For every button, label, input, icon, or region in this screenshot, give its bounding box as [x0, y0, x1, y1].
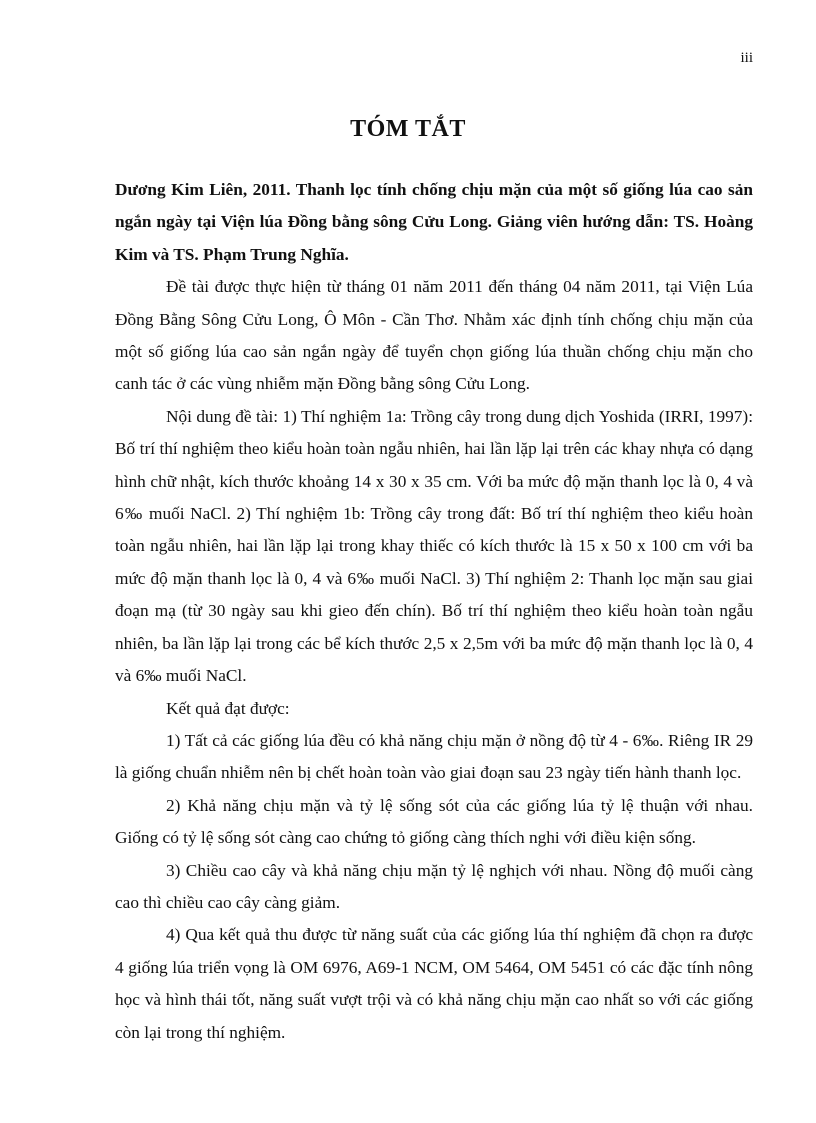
result-item-2: 2) Khả năng chịu mặn và tỷ lệ sống sót của các giống lúa tỷ lệ thuận với nhau. Giống có tỷ lệ sống sót càng cao chứng tỏ giống càng thích nghi với điều kiện sống.: [115, 795, 753, 848]
result-item-4: 4) Qua kết quả thu được từ năng suất của các giống lúa thí nghiệm đã chọn ra được 4 giống lúa triển vọng là OM 6976, A69-1 NCM, OM 5464, OM 5451 có các đặc tính nông học và hình thái tốt, năng suất vượt trội và có khả năng chịu mặn cao nhất so với các giống còn lại trong thí nghiệm.: [115, 925, 753, 1042]
abstract-body: [115, 174, 753, 1049]
result-item-3: 3) Chiều cao cây và khả năng chịu mặn tỷ lệ nghịch với nhau. Nồng độ muối càng cao thì chiều cao cây càng giảm.: [115, 860, 753, 912]
results-heading: Kết quả đạt được:: [166, 698, 290, 718]
citation-paragraph: Dương Kim Liên, 2011. Thanh lọc tính chống chịu mặn của một số giống lúa cao sản ngắn ngày tại Viện lúa Đồng bằng sông Cửu Long. Giảng viên hướng dẫn: TS. Hoàng Kim và TS. Phạm Trung Nghĩa.: [115, 180, 753, 264]
result-item-1: 1) Tất cả các giống lúa đều có khả năng chịu mặn ở nồng độ từ 4 - 6‰. Riêng IR 29 là giống chuẩn nhiễm nên bị chết hoàn toàn vào giai đoạn sau 23 ngày tiến hành thanh lọc.: [115, 730, 753, 783]
page-title: TÓM TẮT: [350, 116, 466, 142]
content-paragraph: Nội dung đề tài: 1) Thí nghiệm 1a: Trồng cây trong dung dịch Yoshida (IRRI, 1997): Bố trí thí nghiệm theo kiểu hoàn toàn ngẫu nhiên, hai lần lặp lại trên các khay nhựa có dạng hình chữ nhật, kích thước khoảng 14 x 30 x 35 cm. Với ba mức độ mặn thanh lọc là 0, 4 và 6‰ muối NaCl. 2) Thí nghiệm 1b: Trồng cây trong đất: Bố trí thí nghiệm theo kiểu hoàn toàn ngẫu nhiên, hai lần lặp lại trong khay thiếc có kích thước là 15 x 50 x 100 cm với ba mức độ mặn thanh lọc là 0, 4 và 6‰ muối NaCl. 3) Thí nghiệm 2: Thanh lọc mặn sau giai đoạn mạ (từ 30 ngày sau khi gieo đến chín). Bố trí thí nghiệm theo kiểu hoàn toàn ngẫu nhiên, ba lần lặp lại trong các bể kích thước 2,5 x 2,5m với ba mức độ mặn thanh lọc là 0, 4 và 6‰ muối NaCl.: [115, 406, 753, 686]
page-number: iii: [740, 50, 753, 66]
intro-paragraph: Đề tài được thực hiện từ tháng 01 năm 2011 đến tháng 04 năm 2011, tại Viện Lúa Đồng Bằng Sông Cửu Long, Ô Môn - Cần Thơ. Nhằm xác định tính chống chịu mặn của một số giống lúa cao sản ngắn ngày để tuyển chọn giống lúa thuần chống chịu mặn cho canh tác ở các vùng nhiễm mặn Đồng bằng sông Cửu Long.: [115, 277, 753, 394]
